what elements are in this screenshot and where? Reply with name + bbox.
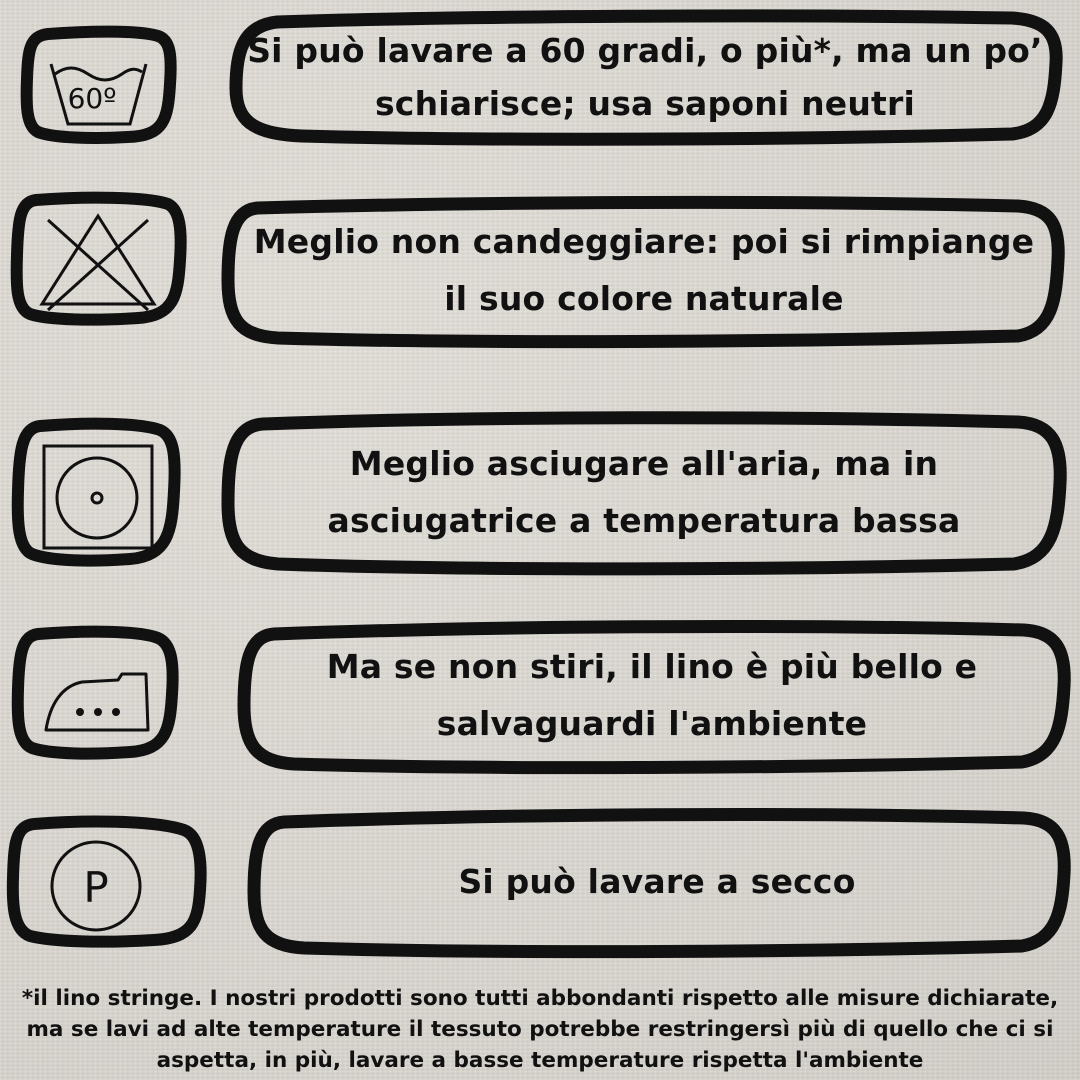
dry-note-text: Meglio asciugare all'aria, ma in asciugatrice a temperatura bassa	[327, 444, 961, 540]
wash-60-icon	[18, 24, 178, 144]
iron-three-dots-icon	[10, 624, 180, 764]
wash-60-label: 60º	[67, 82, 117, 115]
bleach-note-text: Meglio non candeggiare: poi si rimpiange il suo colore naturale	[253, 222, 1035, 318]
footnote-text: *il lino stringe. I nostri prodotti sono tutti abbondanti rispetto alle misure dichiarate, ma se lavi ad alte temperature il tessuto potrebbe restringersì più di quello che ci si aspetta, in più, lavare a basse temperature rispetta l'ambiente	[21, 986, 1059, 1073]
bleach-note-bubble	[218, 190, 1070, 352]
wash-note-text: Si può lavare a 60 gradi, o più*, ma un po’ schiarisce; usa saponi neutri	[247, 31, 1043, 123]
care-row-iron	[0, 612, 1080, 782]
dry-clean-label: P	[83, 863, 109, 912]
care-row-dry	[0, 402, 1080, 588]
dry-clean-note-text: Si può lavare a secco	[458, 861, 856, 901]
care-row-wash	[0, 0, 1080, 170]
iron-note-text: Ma se non stiri, il lino è più bello e salvaguardi l'ambiente	[326, 647, 978, 743]
dry-note-bubble	[218, 408, 1070, 578]
do-not-bleach-icon	[8, 190, 188, 330]
care-row-bleach	[0, 180, 1080, 360]
iron-note-bubble	[234, 616, 1070, 776]
dry-clean-p-icon	[4, 812, 214, 952]
care-row-dry-clean	[0, 800, 1080, 970]
tumble-dry-low-icon	[10, 416, 185, 571]
wash-note-bubble	[222, 8, 1068, 148]
dry-clean-note-bubble	[244, 804, 1070, 960]
